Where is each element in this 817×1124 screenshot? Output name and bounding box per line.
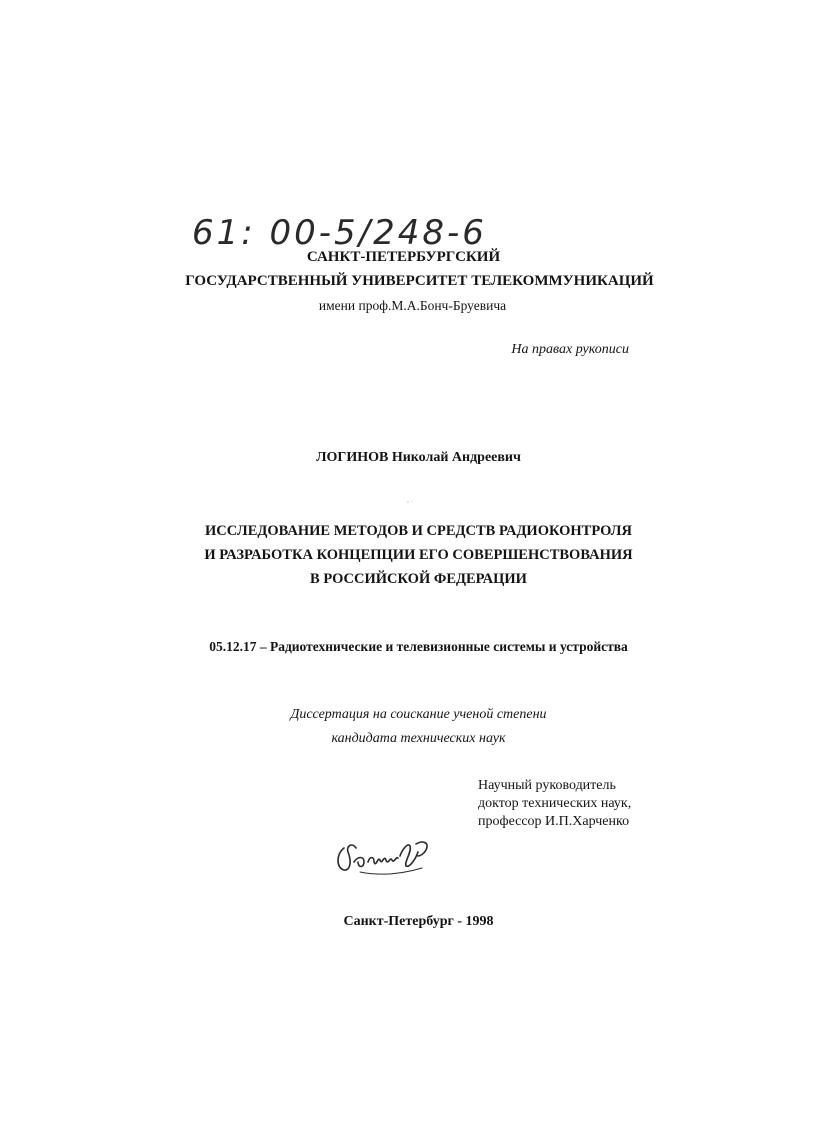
degree-line1: Диссертация на соискание ученой степени (290, 707, 547, 722)
supervisor-name: профессор И.П.Харченко (478, 814, 630, 829)
dissertation-title-line3: В РОССИЙСКОЙ ФЕДЕРАЦИИ (310, 571, 527, 587)
city-and-year: Санкт-Петербург - 1998 (343, 914, 494, 929)
specialty-code: 05.12.17 – Радиотехнические и телевизионные системы и устройства (209, 639, 628, 654)
supervisor-degree: доктор технических наук, (478, 796, 632, 811)
author-name: ЛОГИНОВ Николай Андреевич (316, 450, 521, 465)
supervisor-role: Научный руководитель (478, 778, 616, 793)
author-signature (330, 832, 440, 880)
manuscript-rights-note: На правах рукописи (511, 342, 629, 357)
dissertation-title-line1: ИССЛЕДОВАНИЕ МЕТОДОВ И СРЕДСТВ РАДИОКОНТРОЛЯ (205, 523, 632, 539)
handwritten-archive-code (188, 202, 487, 254)
university-dedication: имени проф.М.А.Бонч-Бруевича (318, 298, 507, 313)
scan-speck (406, 499, 414, 505)
university-name-line1: САНКТ-ПЕТЕРБУРГСКИЙ (306, 249, 501, 265)
degree-line2: кандидата технических наук (331, 731, 506, 746)
archive-code-text: 61: 00-5/248-6 (192, 213, 487, 253)
university-name-line2: ГОСУДАРСТВЕННЫЙ УНИВЕРСИТЕТ ТЕЛЕКОММУНИКАЦИЙ (185, 273, 654, 289)
dissertation-title-line2: И РАЗРАБОТКА КОНЦЕПЦИИ ЕГО СОВЕРШЕНСТВОВАНИЯ (204, 547, 633, 563)
